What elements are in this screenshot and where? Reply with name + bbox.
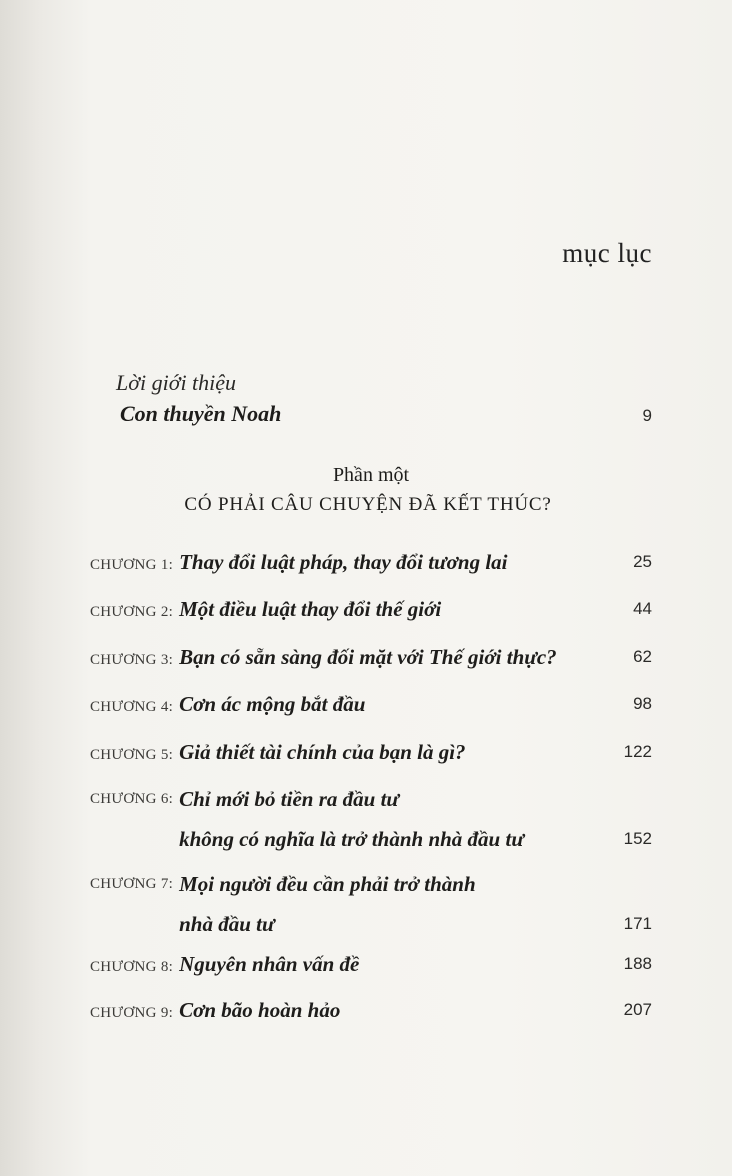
part-label: Phần một: [332, 464, 410, 486]
chapter-title: Bạn có sẵn sàng đối mặt với Thế giới thực?: [179, 645, 557, 669]
toc-title: mục lục: [562, 238, 652, 268]
chapter-title-continued: nhà đầu tư: [179, 912, 275, 936]
chapter-title: Cơn bão hoàn hảo: [179, 998, 341, 1022]
chapter-title-continued: không có nghĩa là trở thành nhà đầu tư: [179, 827, 524, 851]
chapter-title: Thay đổi luật pháp, thay đổi tương lai: [179, 550, 508, 574]
chapter-label: CHƯƠNG 6:: [90, 791, 174, 807]
toc-entry-chapter-3: [90, 637, 652, 677]
chapter-label: CHƯƠNG 4:: [90, 699, 174, 715]
toc-entry-chapter-8: [90, 944, 652, 984]
page-number: 98: [633, 694, 652, 713]
chapter-title: Giả thiết tài chính của bạn là gì?: [179, 740, 466, 764]
chapter-label: CHƯƠNG 7:: [90, 876, 174, 892]
toc-entry-intro: [120, 401, 652, 427]
chapter-label: CHƯƠNG 9:: [90, 1005, 174, 1021]
page-number: 62: [633, 647, 652, 666]
chapter-title: Một điều luật thay đổi thế giới: [179, 597, 442, 621]
toc-entry-chapter-4: [90, 684, 652, 724]
toc-entry-chapter-7: [90, 864, 652, 944]
chapter-title: Mọi người đều cần phải trở thành: [179, 872, 476, 896]
chapter-label: CHƯƠNG 8:: [90, 959, 174, 975]
chapter-title: Nguyên nhân vấn đề: [179, 952, 360, 976]
toc-entry-chapter-9: [90, 990, 652, 1030]
chapter-label: CHƯƠNG 2:: [90, 604, 174, 620]
page-number: 122: [623, 742, 652, 761]
page-number: 9: [642, 406, 652, 425]
toc-entry-chapter-1: [90, 542, 652, 582]
chapter-title: Cơn ác mộng bắt đầu: [179, 692, 366, 716]
entry-title: Con thuyền Noah: [120, 401, 282, 426]
chapter-label: CHƯƠNG 3:: [90, 652, 174, 668]
page-number: 152: [623, 829, 652, 848]
chapter-title: Chỉ mới bỏ tiền ra đầu tư: [179, 787, 399, 811]
page-number: 171: [623, 914, 652, 933]
toc-entry-chapter-5: [90, 732, 652, 772]
page-number: 188: [623, 954, 652, 973]
part-title: CÓ PHẢI CÂU CHUYỆN ĐÃ KẾT THÚC?: [184, 494, 552, 515]
toc-entry-chapter-2: [90, 589, 652, 629]
page-number: 207: [623, 1000, 652, 1019]
chapter-label: CHƯƠNG 5:: [90, 747, 174, 763]
chapter-label: CHƯƠNG 1:: [90, 557, 174, 573]
intro-label: Lời giới thiệu: [116, 370, 237, 395]
page-number: 44: [633, 599, 652, 618]
page-number: 25: [633, 552, 652, 571]
toc-entry-chapter-6: [90, 779, 652, 859]
